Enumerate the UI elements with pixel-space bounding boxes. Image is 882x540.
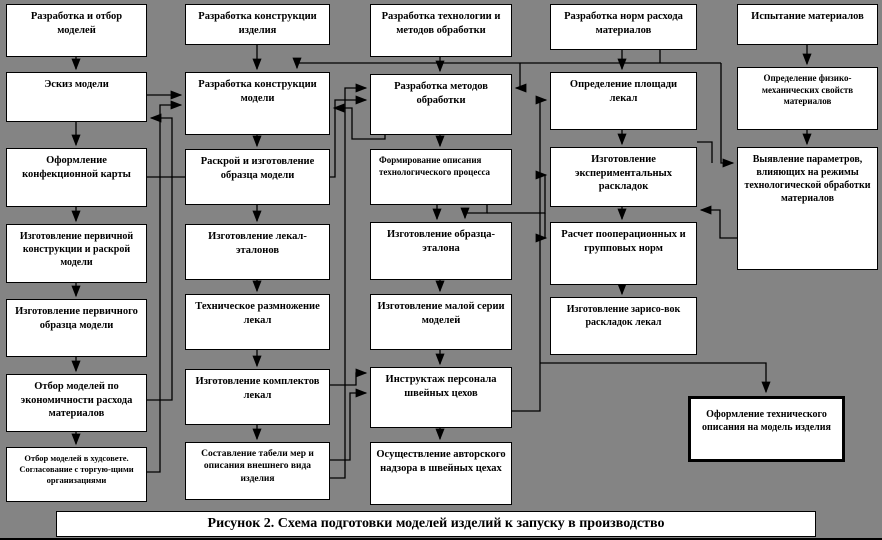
flow-arrow — [330, 393, 366, 460]
box-label: Изготовление первичной конструкции и раскрой модели — [19, 231, 134, 268]
box-label: Эскиз модели — [44, 79, 109, 90]
box-vyyavlenie-parametrov — [737, 147, 878, 270]
box-raschet-pooperacionnyh-norm — [550, 222, 697, 285]
box-izgotovlenie-pervichnogo-obrazca — [6, 299, 147, 357]
flow-arrow — [540, 363, 766, 392]
box-opredelenie-ploshchadi-lekal — [550, 72, 697, 130]
box-label: Разработка конструкции модели — [198, 79, 317, 104]
box-label: Осуществление авторского надзора в швейных цехах — [376, 449, 506, 474]
box-izgotovlenie-eksperimentalnyh — [550, 147, 697, 207]
box-formirovanie-opisaniya — [370, 149, 512, 205]
flow-line — [697, 142, 712, 163]
box-razrabotka-norm-rashoda — [550, 4, 697, 50]
box-instruktazh-personala — [370, 367, 512, 428]
flow-arrow — [297, 63, 721, 68]
box-label: Изготовление зарисо-вок раскладок лекал — [566, 304, 681, 328]
box-izgotovlenie-komplektov-lekal — [185, 369, 330, 425]
box-label: Изготовление экспериментальных раскладок — [574, 154, 673, 193]
box-label: Разработка норм расхода материалов — [564, 11, 683, 36]
box-ispytanie-materialov — [737, 4, 878, 45]
flow-arrow — [516, 63, 520, 88]
box-izgotovlenie-maloj-serii — [370, 294, 512, 350]
box-label: Разработка конструкции изделия — [198, 11, 317, 36]
box-otbor-modelej-po-ekonomichnosti — [6, 374, 147, 432]
flow-arrow — [512, 100, 546, 411]
box-oformlenie-tehnicheskogo-opisaniya — [688, 396, 845, 462]
box-label: Раскрой и изготовление образца модели — [200, 156, 315, 181]
flow-arrow — [465, 205, 487, 218]
box-label: Разработка методов обработки — [394, 81, 488, 106]
flow-arrow — [701, 210, 737, 238]
box-label: Отбор моделей по экономичности расхода материалов — [20, 381, 133, 420]
box-sostavlenie-tabeli-mer — [185, 442, 330, 500]
box-eskiz-modeli — [6, 72, 147, 122]
box-razrabotka-i-otbor-modelej — [6, 4, 147, 57]
box-oformlenie-konfekcionnoj-karty — [6, 148, 147, 207]
box-tehnicheskoe-razmnozhenie-lekal — [185, 294, 330, 350]
flow-arrow — [545, 213, 546, 238]
box-label: Выявление параметров, влияющих на режимы технологической обработки материалов — [744, 154, 871, 204]
box-label: Определение физико-механических свойств материалов — [761, 73, 854, 107]
flow-arrow — [721, 63, 733, 163]
box-razrabotka-konstrukcii-izdeliya — [185, 4, 330, 45]
box-label: Формирование описания технологического процесса — [379, 155, 491, 177]
box-opredelenie-fiziko-mehanicheskih — [737, 67, 878, 130]
box-label: Оформление конфекционной карты — [22, 155, 131, 180]
box-izgotovlenie-zarisovok — [550, 297, 697, 355]
box-label: Изготовление образца-эталона — [386, 229, 496, 254]
box-razrabotka-metodov-obrabotki — [370, 74, 512, 135]
figure-caption: Рисунок 2. Схема подготовки моделей изделий к запуску в производство — [56, 511, 816, 537]
box-izgotovlenie-lekal-etalonov — [185, 224, 330, 280]
box-label: Отбор моделей в худсовете. Согласование с торгую-щими организациями — [19, 453, 134, 486]
box-otbor-modelej-v-hudsovete — [6, 447, 147, 502]
box-label: Инструктаж персонала швейных цехов — [385, 374, 497, 399]
box-label: Оформление технического описания на модель изделия — [702, 409, 831, 433]
flow-arrow — [330, 373, 366, 385]
box-label: Изготовление первичного образца модели — [15, 306, 138, 331]
box-razrabotka-konstrukcii-modeli — [185, 72, 330, 135]
box-izgotovlenie-pervichnoj-konstrukcii — [6, 224, 147, 283]
box-label: Изготовление лекал-эталонов — [208, 231, 307, 256]
box-raskroj-i-izgotovlenie-obrazca — [185, 149, 330, 205]
box-label: Составление табели мер и описания внешнего вида изделия — [201, 449, 314, 484]
box-label: Расчет пооперационных и групповых норм — [561, 229, 686, 254]
box-label: Изготовление малой серии моделей — [377, 301, 505, 326]
box-label: Испытание материалов — [751, 11, 864, 22]
box-razrabotka-tehnologii — [370, 4, 512, 57]
box-label: Изготовление комплектов лекал — [195, 376, 320, 401]
box-osushchestvlenie-nadzora — [370, 442, 512, 505]
box-label: Разработка и отбор моделей — [30, 11, 123, 36]
flow-arrow — [147, 105, 181, 472]
box-izgotovlenie-obrazca-etalona — [370, 222, 512, 280]
box-label: Определение площади лекал — [569, 79, 678, 104]
box-label: Разработка технологии и методов обработки — [381, 11, 501, 36]
box-label: Техническое размножение лекал — [195, 301, 320, 326]
